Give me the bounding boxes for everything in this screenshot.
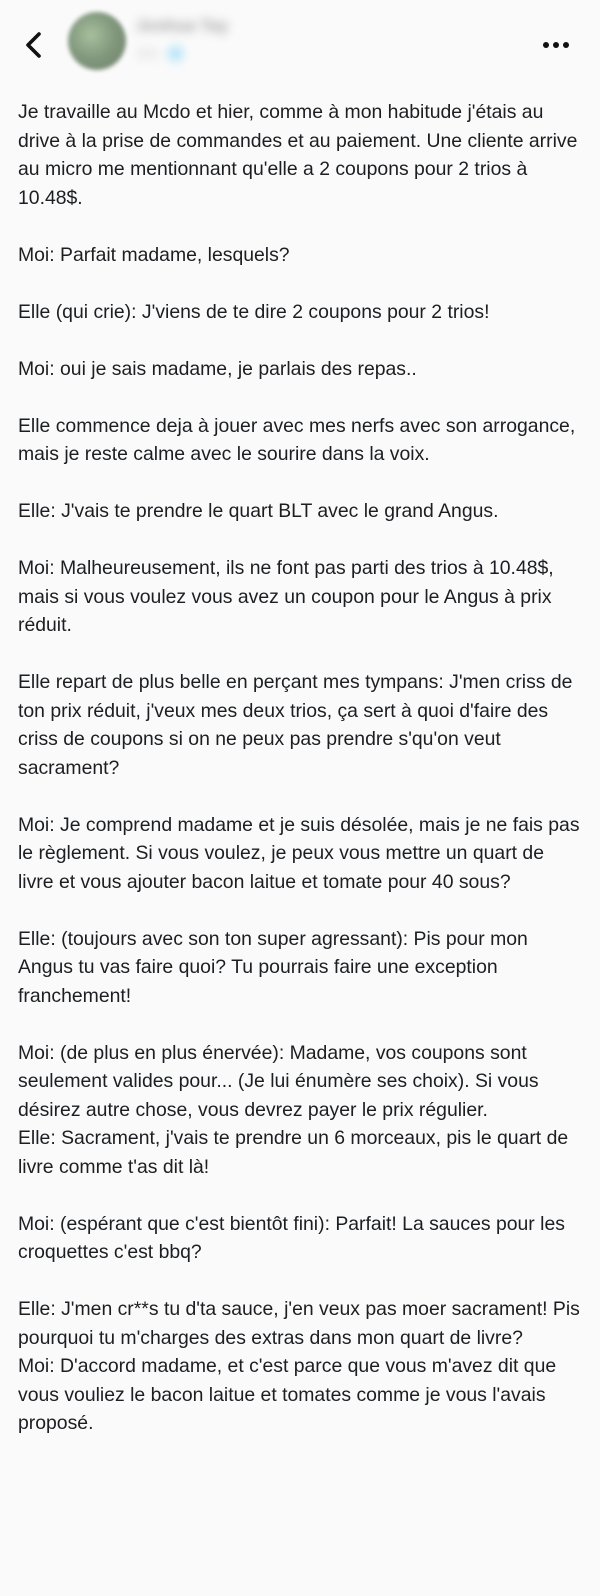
post-header [0,0,600,90]
post-paragraph: Elle: J'men cr**s tu d'ta sauce, j'en veux pas moer sacrament! Pis pourquoi tu m'charges des extras dans mon quart de livre? [18,1298,580,1349]
post-paragraph: Moi: Je comprend madame et je suis désolée, mais je ne fais pas le règlement. Si vous voulez, je peux vous mettre un quart de livre et vous ajouter bacon laitue et tomate pour 40 sous? [18,813,580,893]
avatar[interactable] [68,12,126,70]
post-meta: 2 h · 🌐 [138,46,184,61]
post-body [18,98,583,1466]
back-button[interactable] [18,28,50,62]
post-paragraph: Elle (qui crie): J'viens de te dire 2 coupons pour 2 trios! [18,300,490,323]
post-paragraph: Moi: D'accord madame, et c'est parce que vous m'avez dit que vous vouliez le bacon laitue et tomates comme je vous l'avais proposé. [18,1355,557,1434]
author-info[interactable] [128,14,328,70]
chevron-left-icon [24,31,44,59]
post-paragraph: Elle: Sacrament, j'vais te prendre un 6 morceaux, pis le quart de livre comme t'as dit là! [18,1127,569,1178]
post-paragraph: Moi: (de plus en plus énervée): Madame, vos coupons sont seulement valides pour... (Je lui énumère ses choix). Si vous désirez autre chose, vous devrez payer le prix régulier. [18,1041,539,1121]
more-options-button[interactable] [540,30,572,60]
author-name[interactable]: Joshua Tay [136,16,229,35]
post-paragraph: Moi: (espérant que c'est bientôt fini): Parfait! La sauces pour les croquettes c'est bbq? [18,1212,565,1263]
post-paragraph: Moi: oui je sais madame, je parlais des repas.. [18,357,417,380]
post-paragraph: Elle: (toujours avec son ton super agressant): Pis pour mon Angus tu vas faire quoi? Tu pourrais faire une exception franchement! [18,927,528,1007]
post-paragraph: Elle commence deja à jouer avec mes nerfs avec son arrogance, mais je reste calme avec le sourire dans la voix. [18,414,576,465]
more-horizontal-icon [542,41,570,49]
post-paragraph: Elle repart de plus belle en perçant mes tympans: J'men criss de ton prix réduit, j'veux mes deux trios, ça sert à quoi d'faire des criss de coupons si on ne peux pas prendre s'qu'on veut sacrament? [18,671,573,779]
post-paragraph: Moi: Parfait madame, lesquels? [18,243,290,266]
post-paragraph: Je travaille au Mcdo et hier, comme à mon habitude j'étais au drive à la prise de commandes et au paiement. Une cliente arrive au micro me mentionnant qu'elle a 2 coupons pour 2 trios à 10.48$. [18,101,578,209]
post-paragraph: Moi: Malheureusement, ils ne font pas parti des trios à 10.48$, mais si vous voulez vous avez un coupon pour le Angus à prix réduit. [18,557,554,636]
post-paragraph: Elle: J'vais te prendre le quart BLT avec le grand Angus. [18,500,499,522]
